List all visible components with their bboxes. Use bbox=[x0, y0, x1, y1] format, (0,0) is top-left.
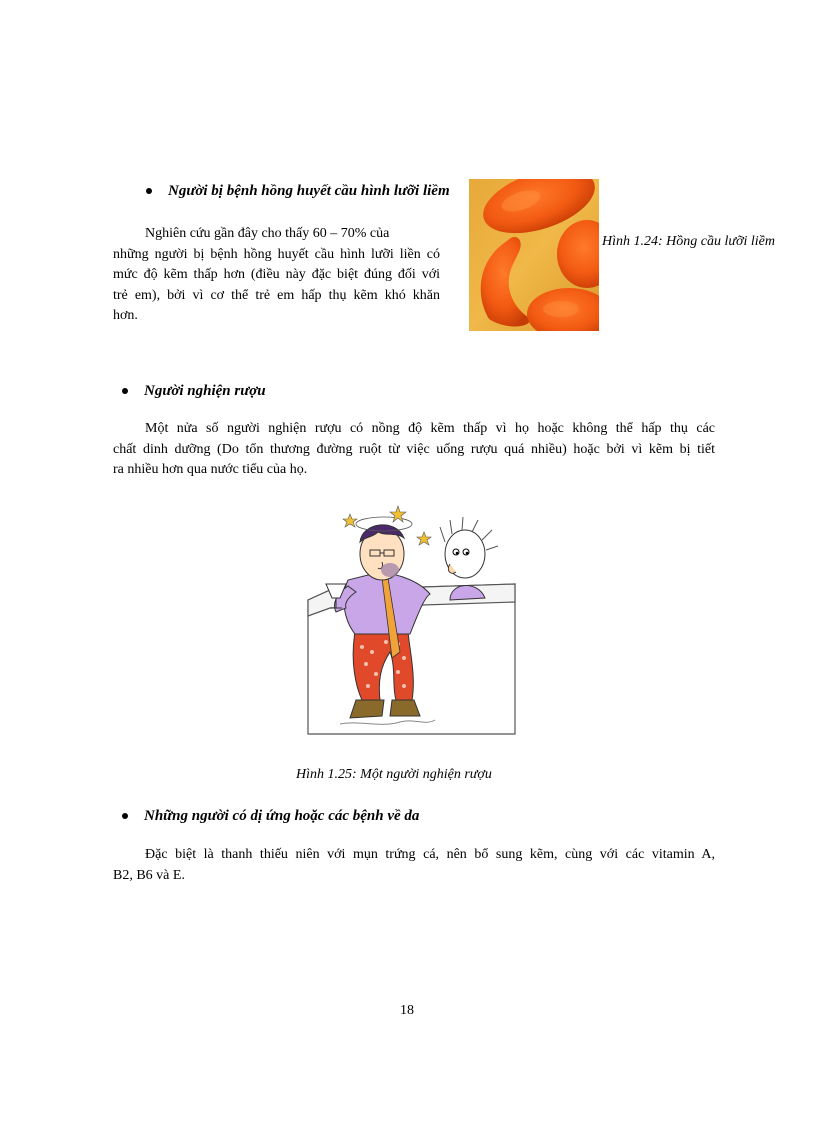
drunk-man-cartoon-image bbox=[300, 502, 518, 742]
para-line: hơn. bbox=[113, 308, 138, 323]
red-blood-cell-image bbox=[469, 179, 599, 331]
para-line: ra nhiều hơn qua nước tiểu của họ. bbox=[113, 462, 308, 477]
para-line: trẻ em), bởi vì cơ thể trẻ em hấp thụ kẽm khó khăn bbox=[113, 287, 440, 303]
bullet-icon bbox=[122, 813, 128, 819]
section-heading-skin-allergy: Những người có dị ứng hoặc các bệnh về da bbox=[144, 808, 420, 824]
figure-caption-1-24: Hình 1.24: Hồng cầu lưỡi liềm bbox=[602, 234, 775, 249]
bullet-icon bbox=[146, 188, 152, 194]
section-heading-alcoholic: Người nghiện rượu bbox=[144, 383, 266, 399]
page-number: 18 bbox=[400, 1003, 414, 1018]
para-line: Nghiên cứu gần đây cho thấy 60 – 70% của bbox=[145, 226, 390, 241]
para-line: mức độ kẽm thấp hơn (điều này đặc biệt đúng đối với bbox=[113, 267, 440, 282]
para-line: chất dinh dưỡng (Do tổn thương đường ruột từ việc uống rượu quá nhiều) hoặc bởi vì kẽm bị tiết bbox=[113, 441, 715, 457]
bullet-icon bbox=[122, 388, 128, 394]
paragraph-skin-allergy bbox=[113, 845, 715, 886]
para-line: B2, B6 và E. bbox=[113, 867, 185, 883]
paragraph-sickle-cell bbox=[113, 224, 440, 327]
figure-caption-1-25: Hình 1.25: Một người nghiện rượu bbox=[296, 767, 492, 782]
paragraph-alcoholic bbox=[113, 419, 715, 481]
para-line: Một nửa số người nghiện rượu có nồng độ kẽm thấp vì họ hoặc không thể hấp thụ các bbox=[145, 421, 715, 436]
section-heading-sickle-cell: Người bị bệnh hồng huyết cầu hình lưỡi liềm bbox=[168, 183, 450, 199]
para-line: Đặc biệt là thanh thiếu niên với mụn trứng cá, nên bổ sung kẽm, cùng với các vitamin A, bbox=[145, 847, 715, 862]
para-line: những người bị bệnh hồng huyết cầu hình lưỡi liền có bbox=[113, 246, 440, 262]
